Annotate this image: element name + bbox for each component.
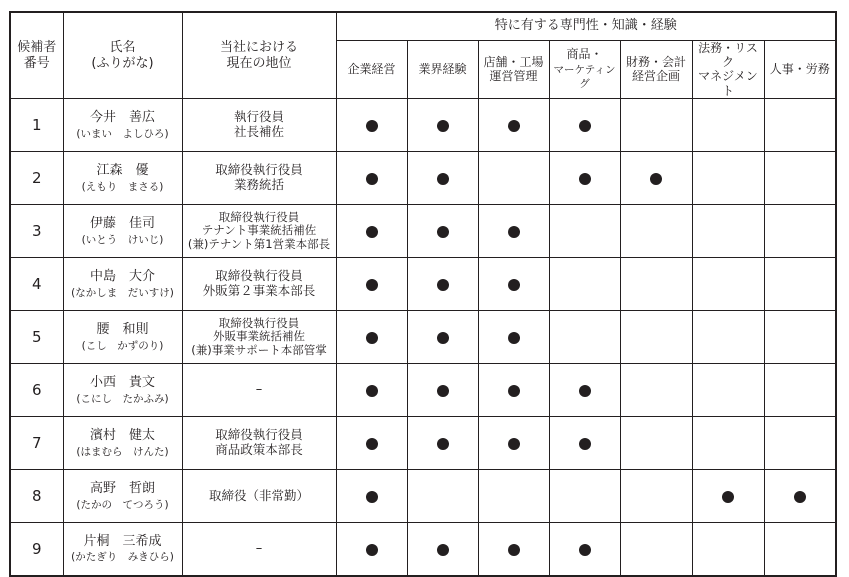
expertise-column-header xyxy=(549,40,620,99)
candidate-number: 7 xyxy=(10,417,63,470)
expertise-cell xyxy=(549,311,620,364)
expertise-cell xyxy=(407,152,478,205)
position-line: 業務統括 xyxy=(233,177,284,193)
expertise-cell xyxy=(478,258,549,311)
expertise-dot-icon xyxy=(366,173,378,185)
expertise-cell xyxy=(620,152,692,205)
expertise-cell xyxy=(620,417,692,470)
position-line: 取締役執行役員 xyxy=(218,209,300,224)
expertise-column-label: 財務・会計 xyxy=(625,54,686,69)
expertise-dot-icon xyxy=(366,332,378,344)
expertise-cell xyxy=(764,258,836,311)
position-dash: – xyxy=(255,382,263,398)
expertise-dot-icon xyxy=(366,385,378,397)
candidate-position-cell xyxy=(182,205,336,258)
candidate-name-cell xyxy=(63,99,182,152)
number-header-line-1: 候補者 xyxy=(17,39,57,55)
expertise-cell xyxy=(620,364,692,417)
candidate-furigana: (えもり まさる) xyxy=(81,180,164,193)
expertise-cell xyxy=(549,364,620,417)
position-line: 取締役執行役員 xyxy=(215,162,303,178)
name-header-line-1: 氏名 xyxy=(109,39,136,55)
candidate-furigana: (かたぎり みきひら) xyxy=(71,551,174,564)
expertise-cell xyxy=(407,205,478,258)
position-line: 外販事業統括補佐 xyxy=(213,329,305,344)
expertise-dot-icon xyxy=(437,332,449,344)
candidate-position-cell xyxy=(182,470,336,523)
position-line: 取締役執行役員 xyxy=(215,268,303,284)
candidate-name-cell xyxy=(63,470,182,523)
candidate-name-cell xyxy=(63,311,182,364)
candidate-furigana: (いまい よしひろ) xyxy=(76,127,169,140)
number-header-line-2: 番号 xyxy=(23,55,50,71)
expertise-cell xyxy=(692,523,764,576)
expertise-column-header xyxy=(764,40,836,99)
expertise-dot-icon xyxy=(366,120,378,132)
expertise-cell xyxy=(549,152,620,205)
expertise-dot-icon xyxy=(579,120,591,132)
expertise-cell xyxy=(549,99,620,152)
expertise-dot-icon xyxy=(650,173,662,185)
table-body xyxy=(10,99,836,576)
expertise-dot-icon xyxy=(508,385,520,397)
candidate-number: 4 xyxy=(10,258,63,311)
expertise-cell xyxy=(692,417,764,470)
candidate-furigana: (いとう けいじ) xyxy=(81,233,164,246)
number-header xyxy=(10,12,63,99)
expertise-cell xyxy=(692,364,764,417)
candidate-position-cell xyxy=(182,311,336,364)
expertise-cell xyxy=(764,99,836,152)
position-line: 商品政策本部長 xyxy=(215,442,303,458)
expertise-dot-icon xyxy=(437,226,449,238)
expertise-dot-icon xyxy=(366,279,378,291)
position-header-line-1: 当社における xyxy=(219,39,298,55)
position-header xyxy=(182,12,336,99)
candidate-name: 今井 善広 xyxy=(89,109,155,125)
candidate-position-cell xyxy=(182,364,336,417)
candidate-number: 1 xyxy=(10,99,63,152)
candidate-name: 江森 優 xyxy=(96,162,149,178)
expertise-column-label: 業界経験 xyxy=(418,62,467,77)
position-line: テナント事業統括補佐 xyxy=(201,223,317,238)
position-line: 取締役執行役員 xyxy=(218,315,300,330)
table-row xyxy=(10,311,836,364)
position-line: 社長補佐 xyxy=(233,124,284,140)
expertise-dot-icon xyxy=(366,438,378,450)
position-line: (兼)事業サポート本部管掌 xyxy=(191,342,327,357)
expertise-dot-icon xyxy=(437,438,449,450)
candidate-name: 高野 哲朗 xyxy=(89,480,155,496)
candidate-name-cell xyxy=(63,523,182,576)
expertise-dot-icon xyxy=(437,544,449,556)
position-line: (兼)テナント第1営業本部長 xyxy=(187,236,331,251)
expertise-cell xyxy=(549,523,620,576)
expertise-column-label: 店舗・工場 xyxy=(483,54,544,69)
expertise-cell xyxy=(692,99,764,152)
expertise-cell xyxy=(764,205,836,258)
expertise-cell xyxy=(549,258,620,311)
expertise-column-label: 経営企画 xyxy=(631,69,680,84)
expertise-cell xyxy=(620,470,692,523)
expertise-column-label: マネジメント xyxy=(698,69,758,98)
expertise-cell xyxy=(764,152,836,205)
position-line: 外販第２事業本部長 xyxy=(202,283,316,299)
candidate-position-cell xyxy=(182,152,336,205)
candidate-position-cell xyxy=(182,417,336,470)
expertise-cell xyxy=(764,364,836,417)
candidate-position-cell xyxy=(182,258,336,311)
name-header xyxy=(63,12,182,99)
expertise-cell xyxy=(764,311,836,364)
expertise-cell xyxy=(336,99,407,152)
expertise-cell xyxy=(407,99,478,152)
expertise-cell xyxy=(478,99,549,152)
candidate-number: 3 xyxy=(10,205,63,258)
expertise-cell xyxy=(478,311,549,364)
expertise-column-header xyxy=(407,40,478,99)
candidate-name-cell xyxy=(63,364,182,417)
expertise-dot-icon xyxy=(579,173,591,185)
expertise-dot-icon xyxy=(437,385,449,397)
expertise-cell xyxy=(478,470,549,523)
expertise-dot-icon xyxy=(366,544,378,556)
table-row xyxy=(10,523,836,576)
expertise-dot-icon xyxy=(579,438,591,450)
candidate-name-cell xyxy=(63,205,182,258)
expertise-column-label: 法務・リスク xyxy=(698,40,758,69)
expertise-cell xyxy=(478,523,549,576)
expertise-cell xyxy=(478,152,549,205)
expertise-cell xyxy=(336,417,407,470)
candidate-name: 伊藤 佳司 xyxy=(89,215,155,231)
expertise-dot-icon xyxy=(579,385,591,397)
candidate-furigana: (たかの てつろう) xyxy=(76,498,169,511)
expertise-cell xyxy=(764,470,836,523)
expertise-cell xyxy=(692,152,764,205)
expertise-title: 特に有する専門性・知識・経験 xyxy=(336,12,836,40)
expertise-dot-icon xyxy=(366,491,378,503)
candidate-name: 濱村 健太 xyxy=(89,427,155,443)
position-line: 取締役（非常勤） xyxy=(208,487,309,503)
candidate-number: 5 xyxy=(10,311,63,364)
expertise-cell xyxy=(764,523,836,576)
expertise-column-header xyxy=(620,40,692,99)
expertise-cell xyxy=(692,470,764,523)
expertise-cell xyxy=(407,523,478,576)
expertise-cell xyxy=(549,205,620,258)
candidate-furigana: (こし かずのり) xyxy=(81,339,164,352)
expertise-dot-icon xyxy=(579,544,591,556)
expertise-dot-icon xyxy=(508,120,520,132)
table-row xyxy=(10,152,836,205)
expertise-cell xyxy=(478,364,549,417)
expertise-cell xyxy=(407,364,478,417)
expertise-cell xyxy=(336,523,407,576)
expertise-dot-icon xyxy=(366,226,378,238)
expertise-dot-icon xyxy=(437,173,449,185)
expertise-cell xyxy=(620,311,692,364)
expertise-cell xyxy=(336,152,407,205)
expertise-cell xyxy=(478,205,549,258)
candidate-furigana: (こにし たかふみ) xyxy=(76,392,169,405)
expertise-cell xyxy=(620,258,692,311)
position-line: 取締役執行役員 xyxy=(215,427,303,443)
expertise-cell xyxy=(336,258,407,311)
candidate-name: 中島 大介 xyxy=(89,268,155,284)
expertise-cell xyxy=(336,364,407,417)
expertise-column-label: 運営管理 xyxy=(489,69,538,84)
candidate-name-cell xyxy=(63,152,182,205)
candidate-furigana: (はまむら けんた) xyxy=(76,445,169,458)
position-header-line-2: 現在の地位 xyxy=(226,55,292,71)
expertise-cell xyxy=(549,470,620,523)
header-row xyxy=(10,12,836,40)
table-row xyxy=(10,258,836,311)
expertise-cell xyxy=(620,523,692,576)
expertise-column-header xyxy=(478,40,549,99)
candidate-name: 片桐 三希成 xyxy=(83,533,162,549)
candidate-furigana: (なかしま だいすけ) xyxy=(71,286,174,299)
expertise-column-label: 人事・労務 xyxy=(769,62,830,77)
position-line: 執行役員 xyxy=(233,109,284,125)
expertise-cell xyxy=(407,417,478,470)
table-row xyxy=(10,99,836,152)
expertise-dot-icon xyxy=(437,279,449,291)
name-header-line-2: (ふりがな) xyxy=(91,55,154,71)
expertise-cell xyxy=(692,205,764,258)
expertise-dot-icon xyxy=(508,438,520,450)
candidate-name: 腰 和則 xyxy=(96,321,149,337)
expertise-column-header xyxy=(692,40,764,99)
candidate-name-cell xyxy=(63,258,182,311)
candidate-name-cell xyxy=(63,417,182,470)
expertise-dot-icon xyxy=(437,120,449,132)
expertise-cell xyxy=(620,99,692,152)
expertise-cell xyxy=(336,311,407,364)
expertise-dot-icon xyxy=(508,279,520,291)
table-row xyxy=(10,205,836,258)
expertise-dot-icon xyxy=(722,491,734,503)
candidate-number: 9 xyxy=(10,523,63,576)
expertise-column-label: 企業経営 xyxy=(347,62,396,77)
expertise-cell xyxy=(407,470,478,523)
table-row xyxy=(10,470,836,523)
expertise-dot-icon xyxy=(508,226,520,238)
table-row xyxy=(10,364,836,417)
candidate-number: 8 xyxy=(10,470,63,523)
expertise-cell xyxy=(336,470,407,523)
candidate-position-cell xyxy=(182,523,336,576)
expertise-cell xyxy=(764,417,836,470)
expertise-dot-icon xyxy=(794,491,806,503)
expertise-dot-icon xyxy=(508,544,520,556)
expertise-cell xyxy=(692,258,764,311)
position-dash: – xyxy=(255,541,263,557)
expertise-column-header xyxy=(336,40,407,99)
table-row xyxy=(10,417,836,470)
expertise-cell xyxy=(407,258,478,311)
expertise-cell xyxy=(692,311,764,364)
expertise-column-label: 商品・ xyxy=(566,47,603,62)
expertise-cell xyxy=(478,417,549,470)
candidate-number: 2 xyxy=(10,152,63,205)
expertise-column-label: マーケティング xyxy=(553,63,616,91)
expertise-cell xyxy=(549,417,620,470)
expertise-cell xyxy=(407,311,478,364)
candidate-number: 6 xyxy=(10,364,63,417)
candidate-name: 小西 貴文 xyxy=(89,374,155,390)
expertise-dot-icon xyxy=(508,332,520,344)
candidate-position-cell xyxy=(182,99,336,152)
expertise-cell xyxy=(620,205,692,258)
expertise-cell xyxy=(336,205,407,258)
skills-matrix-table xyxy=(9,11,837,577)
